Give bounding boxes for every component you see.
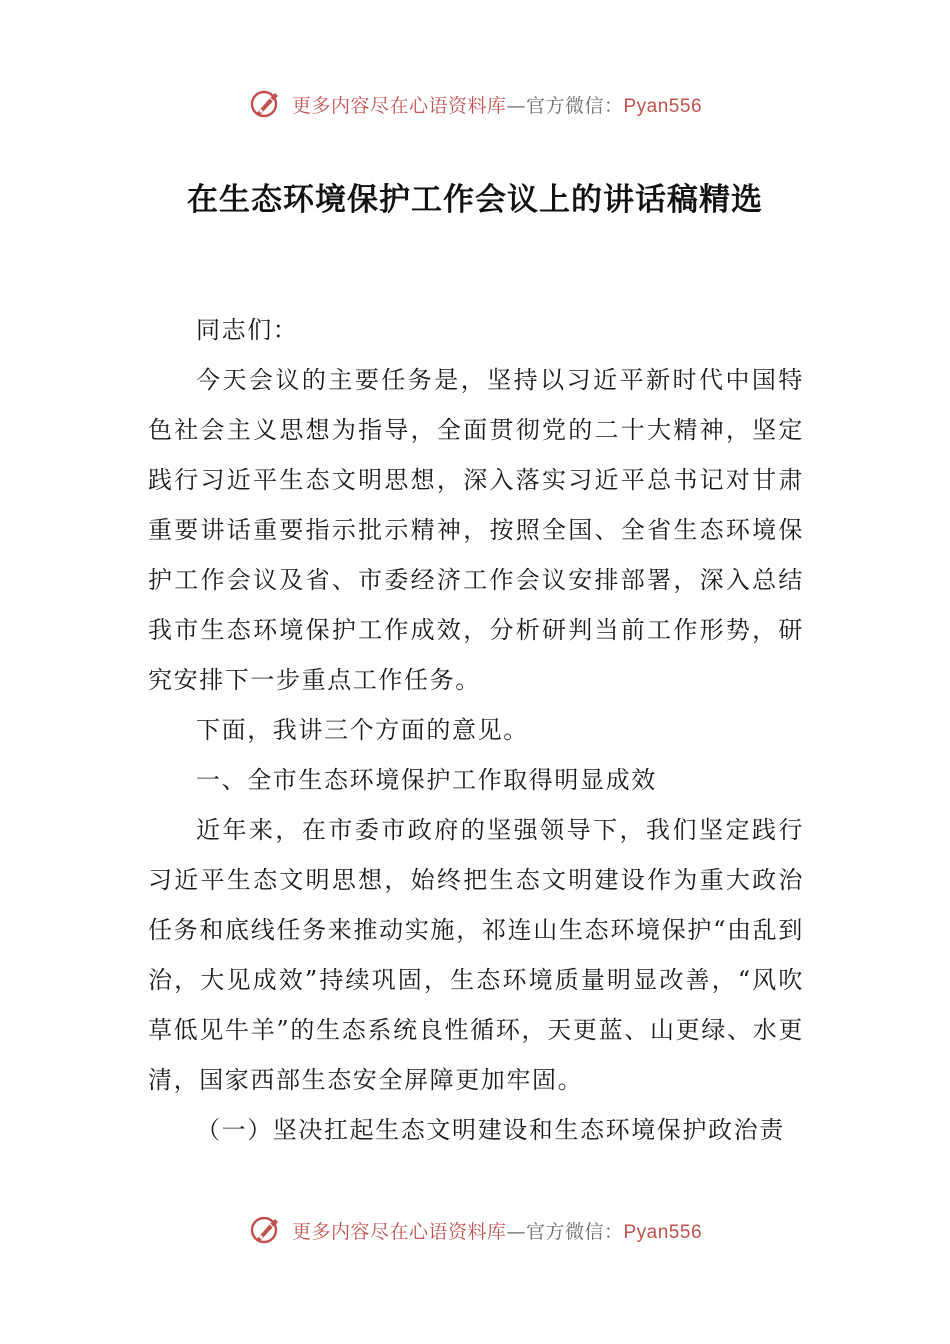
watermark-handle: Pyan556 xyxy=(623,95,703,117)
watermark-footer xyxy=(0,1210,950,1250)
document-title: 在生态环境保护工作会议上的讲话稿精选 xyxy=(187,182,763,218)
watermark-header xyxy=(0,84,950,124)
paragraph-intro: 今天会议的主要任务是，坚持以习近平新时代中国特色社会主义思想为指导，全面贯彻党的二十大精神，坚定践行习近平生态文明思想，深入落实习近平总书记对甘肃重要讲话重要指示批示精神，按照全国、全省生态环境保护工作会议及省、市委经济工作会议安排部署，深入总结我市生态环境保护工作成效，分析研判当前工作形势，研究安排下一步重点工作任务。 xyxy=(148,366,804,694)
subsection-heading-1: （一）坚决扛起生态文明建设和生态环境保护政治责 xyxy=(196,1116,785,1144)
salutation: 同志们： xyxy=(196,316,299,344)
watermark-separator: — xyxy=(506,1220,526,1243)
paragraph-outline: 下面，我讲三个方面的意见。 xyxy=(196,716,529,744)
pen-nib-logo-icon xyxy=(248,86,284,122)
watermark-label: 官方微信： xyxy=(525,1220,624,1243)
watermark-site: 更多内容尽在心语资料库 xyxy=(291,94,507,117)
watermark-separator: — xyxy=(506,94,526,117)
document-body xyxy=(148,305,804,1155)
paragraph-achievements: 近年来，在市委市政府的坚强领导下，我们坚定践行习近平生态文明思想，始终把生态文明建设作为重大政治任务和底线任务来推动实施，祁连山生态环境保护“由乱到治，大见成效”持续巩固，生态环境质量明显改善，“风吹草低见牛羊”的生态系统良性循环，天更蓝、山更绿、水更清，国家西部生态安全屏障更加牢固。 xyxy=(148,816,804,1094)
pen-nib-logo-icon xyxy=(248,1212,284,1248)
watermark-site: 更多内容尽在心语资料库 xyxy=(291,1220,507,1243)
watermark-text xyxy=(292,1217,702,1244)
watermark-label: 官方微信： xyxy=(525,94,624,117)
watermark-handle: Pyan556 xyxy=(623,1221,703,1243)
section-heading-1: 一、全市生态环境保护工作取得明显成效 xyxy=(196,766,657,794)
watermark-text xyxy=(292,91,702,118)
